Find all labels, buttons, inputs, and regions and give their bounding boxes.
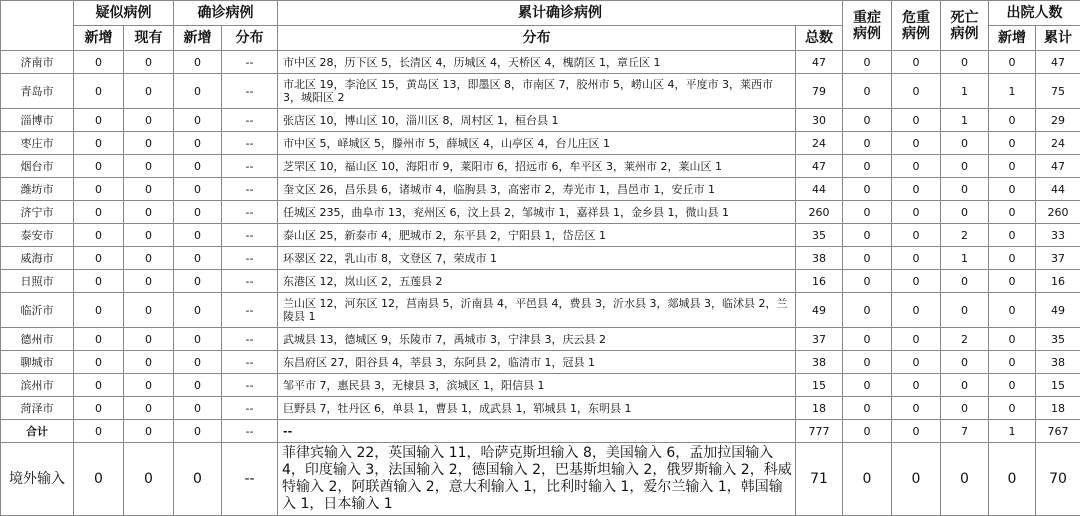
total-cell: 79 <box>796 74 843 109</box>
table-row <box>1 397 1080 420</box>
discharged-cum-cell: 75 <box>1036 74 1080 109</box>
distribution-cell: 东昌府区 27，阳谷县 4，莘县 3，东阿县 2，临清市 1，冠县 1 <box>278 351 796 374</box>
distribution-cell: 武城县 13，德城区 9，乐陵市 7，禹城市 3，宁津县 3，庆云县 2 <box>278 328 796 351</box>
confirmed-dist-cell: -- <box>222 270 278 293</box>
death-cell: 0 <box>941 293 989 328</box>
total-cell: 71 <box>796 443 843 516</box>
suspected-new-cell: 0 <box>74 328 124 351</box>
critical-cell: 0 <box>892 109 941 132</box>
suspected-new-cell: 0 <box>74 201 124 224</box>
total-cell: 35 <box>796 224 843 247</box>
discharged-cum-cell: 35 <box>1036 328 1080 351</box>
distribution-cell: 泰山区 25，新泰市 4，肥城市 2，东平县 2，宁阳县 1，岱岳区 1 <box>278 224 796 247</box>
discharged-new-cell: 0 <box>989 328 1036 351</box>
severe-cell: 0 <box>843 201 892 224</box>
severe-cell: 0 <box>843 109 892 132</box>
confirmed-dist-cell: -- <box>222 374 278 397</box>
death-cell: 0 <box>941 374 989 397</box>
discharged-new-cell: 0 <box>989 293 1036 328</box>
confirmed-new-cell: 0 <box>174 420 222 443</box>
discharged-cum-cell: 70 <box>1036 443 1080 516</box>
critical-cell: 0 <box>892 443 941 516</box>
critical-cell: 0 <box>892 178 941 201</box>
total-cell: 38 <box>796 351 843 374</box>
confirmed-new-cell: 0 <box>174 270 222 293</box>
death-cell: 0 <box>941 270 989 293</box>
header-cumulative: 累计确诊病例 <box>278 1 843 26</box>
city-cell: 合计 <box>1 420 74 443</box>
suspected-current-cell: 0 <box>124 132 174 155</box>
discharged-new-cell: 1 <box>989 420 1036 443</box>
confirmed-new-cell: 0 <box>174 74 222 109</box>
discharged-cum-cell: 15 <box>1036 374 1080 397</box>
death-cell: 0 <box>941 178 989 201</box>
total-cell: 777 <box>796 420 843 443</box>
confirmed-dist-cell: -- <box>222 420 278 443</box>
discharged-new-cell: 0 <box>989 224 1036 247</box>
header-corner <box>1 1 74 51</box>
city-cell: 德州市 <box>1 328 74 351</box>
discharged-new-cell: 0 <box>989 397 1036 420</box>
table-row <box>1 201 1080 224</box>
subheader-discharged-cum: 累计 <box>1036 26 1080 51</box>
suspected-new-cell: 0 <box>74 109 124 132</box>
confirmed-new-cell: 0 <box>174 443 222 516</box>
subheader-cumulative-total: 总数 <box>796 26 843 51</box>
severe-cell: 0 <box>843 178 892 201</box>
total-cell: 260 <box>796 201 843 224</box>
death-cell: 2 <box>941 328 989 351</box>
discharged-cum-cell: 16 <box>1036 270 1080 293</box>
total-cell: 47 <box>796 51 843 74</box>
death-cell: 0 <box>941 397 989 420</box>
confirmed-dist-cell: -- <box>222 293 278 328</box>
city-cell: 济宁市 <box>1 201 74 224</box>
death-cell: 0 <box>941 201 989 224</box>
confirmed-dist-cell: -- <box>222 74 278 109</box>
confirmed-dist-cell: -- <box>222 132 278 155</box>
total-cell: 49 <box>796 293 843 328</box>
total-cell: 18 <box>796 397 843 420</box>
city-cell: 济南市 <box>1 51 74 74</box>
discharged-cum-cell: 47 <box>1036 155 1080 178</box>
death-cell: 2 <box>941 224 989 247</box>
suspected-current-cell: 0 <box>124 443 174 516</box>
city-cell: 威海市 <box>1 247 74 270</box>
confirmed-new-cell: 0 <box>174 328 222 351</box>
table-row <box>1 224 1080 247</box>
severe-cell: 0 <box>843 328 892 351</box>
death-cell: 0 <box>941 443 989 516</box>
severe-cell: 0 <box>843 74 892 109</box>
confirmed-new-cell: 0 <box>174 293 222 328</box>
header-discharged: 出院人数 <box>989 1 1080 26</box>
table-row <box>1 328 1080 351</box>
discharged-new-cell: 0 <box>989 51 1036 74</box>
total-cell: 30 <box>796 109 843 132</box>
discharged-new-cell: 0 <box>989 374 1036 397</box>
confirmed-new-cell: 0 <box>174 109 222 132</box>
suspected-new-cell: 0 <box>74 293 124 328</box>
confirmed-dist-cell: -- <box>222 178 278 201</box>
table-row <box>1 178 1080 201</box>
severe-cell: 0 <box>843 443 892 516</box>
death-cell: 1 <box>941 247 989 270</box>
city-cell: 淄博市 <box>1 109 74 132</box>
confirmed-new-cell: 0 <box>174 247 222 270</box>
suspected-current-cell: 0 <box>124 328 174 351</box>
subheader-suspected-current: 现有 <box>124 26 174 51</box>
death-cell: 0 <box>941 155 989 178</box>
distribution-cell: 东港区 12，岚山区 2，五莲县 2 <box>278 270 796 293</box>
critical-cell: 0 <box>892 270 941 293</box>
suspected-current-cell: 0 <box>124 155 174 178</box>
critical-cell: 0 <box>892 51 941 74</box>
total-row <box>1 420 1080 443</box>
suspected-new-cell: 0 <box>74 132 124 155</box>
suspected-current-cell: 0 <box>124 420 174 443</box>
critical-cell: 0 <box>892 247 941 270</box>
distribution-cell: 市中区 28，历下区 5，长清区 4，历城区 4，天桥区 4，槐荫区 1，章丘区 1 <box>278 51 796 74</box>
discharged-cum-cell: 49 <box>1036 293 1080 328</box>
foreign-row <box>1 443 1080 516</box>
severe-cell: 0 <box>843 374 892 397</box>
total-cell: 44 <box>796 178 843 201</box>
suspected-new-cell: 0 <box>74 178 124 201</box>
subheader-confirmed-dist: 分布 <box>222 26 278 51</box>
suspected-new-cell: 0 <box>74 247 124 270</box>
distribution-cell: 巨野县 7，牡丹区 6，单县 1，曹县 1，成武县 1，郓城县 1，东明县 1 <box>278 397 796 420</box>
suspected-current-cell: 0 <box>124 374 174 397</box>
suspected-current-cell: 0 <box>124 201 174 224</box>
critical-cell: 0 <box>892 328 941 351</box>
confirmed-dist-cell: -- <box>222 351 278 374</box>
subheader-suspected-new: 新增 <box>74 26 124 51</box>
death-cell: 1 <box>941 109 989 132</box>
city-cell: 聊城市 <box>1 351 74 374</box>
critical-cell: 0 <box>892 351 941 374</box>
suspected-new-cell: 0 <box>74 420 124 443</box>
critical-cell: 0 <box>892 374 941 397</box>
distribution-cell: 菲律宾输入 22，英国输入 11，哈萨克斯坦输入 8，美国输入 6，孟加拉国输入 4，印度输入 3，法国输入 2，德国输入 2，巴基斯坦输入 2，俄罗斯输入 2，科威特输入 2，阿联酋输入 2，意大利输入 1，比利时输入 1，爱尔兰输入 1，韩国输入 1，日本输入 1 <box>278 443 796 516</box>
confirmed-dist-cell: -- <box>222 201 278 224</box>
confirmed-new-cell: 0 <box>174 51 222 74</box>
confirmed-new-cell: 0 <box>174 178 222 201</box>
distribution-cell: 市北区 19，李沧区 15，黄岛区 13，即墨区 8，市南区 7，胶州市 5，崂山区 4，平度市 3，莱西市 3，城阳区 2 <box>278 74 796 109</box>
city-cell: 枣庄市 <box>1 132 74 155</box>
table-row <box>1 155 1080 178</box>
distribution-cell: 兰山区 12，河东区 12，莒南县 5，沂南县 4，平邑县 4，费县 3，沂水县 3，郯城县 3，临沭县 2，兰陵县 1 <box>278 293 796 328</box>
discharged-new-cell: 0 <box>989 201 1036 224</box>
confirmed-dist-cell: -- <box>222 51 278 74</box>
severe-cell: 0 <box>843 155 892 178</box>
severe-cell: 0 <box>843 293 892 328</box>
table-row <box>1 351 1080 374</box>
table-row <box>1 51 1080 74</box>
total-cell: 37 <box>796 328 843 351</box>
severe-cell: 0 <box>843 420 892 443</box>
severe-cell: 0 <box>843 351 892 374</box>
death-cell: 7 <box>941 420 989 443</box>
header-death: 死亡 病例 <box>941 1 989 51</box>
header-critical: 危重 病例 <box>892 1 941 51</box>
critical-cell: 0 <box>892 74 941 109</box>
total-cell: 15 <box>796 374 843 397</box>
discharged-new-cell: 0 <box>989 351 1036 374</box>
death-cell: 0 <box>941 51 989 74</box>
distribution-cell: -- <box>278 420 796 443</box>
discharged-new-cell: 1 <box>989 74 1036 109</box>
discharged-new-cell: 0 <box>989 247 1036 270</box>
suspected-current-cell: 0 <box>124 247 174 270</box>
discharged-cum-cell: 37 <box>1036 247 1080 270</box>
table-row <box>1 247 1080 270</box>
table-row <box>1 109 1080 132</box>
confirmed-dist-cell: -- <box>222 443 278 516</box>
city-cell: 临沂市 <box>1 293 74 328</box>
distribution-cell: 邹平市 7，惠民县 3，无棣县 3，滨城区 1，阳信县 1 <box>278 374 796 397</box>
critical-cell: 0 <box>892 397 941 420</box>
total-cell: 38 <box>796 247 843 270</box>
suspected-current-cell: 0 <box>124 397 174 420</box>
confirmed-dist-cell: -- <box>222 328 278 351</box>
suspected-current-cell: 0 <box>124 224 174 247</box>
discharged-new-cell: 0 <box>989 109 1036 132</box>
subheader-confirmed-new: 新增 <box>174 26 222 51</box>
header-confirmed: 确诊病例 <box>174 1 278 26</box>
suspected-new-cell: 0 <box>74 397 124 420</box>
discharged-cum-cell: 47 <box>1036 51 1080 74</box>
confirmed-new-cell: 0 <box>174 155 222 178</box>
severe-cell: 0 <box>843 132 892 155</box>
severe-cell: 0 <box>843 224 892 247</box>
city-cell: 泰安市 <box>1 224 74 247</box>
critical-cell: 0 <box>892 132 941 155</box>
discharged-cum-cell: 767 <box>1036 420 1080 443</box>
suspected-current-cell: 0 <box>124 351 174 374</box>
severe-cell: 0 <box>843 51 892 74</box>
confirmed-new-cell: 0 <box>174 224 222 247</box>
city-cell: 潍坊市 <box>1 178 74 201</box>
table-row <box>1 132 1080 155</box>
severe-cell: 0 <box>843 247 892 270</box>
suspected-current-cell: 0 <box>124 178 174 201</box>
city-cell: 烟台市 <box>1 155 74 178</box>
discharged-cum-cell: 33 <box>1036 224 1080 247</box>
death-cell: 0 <box>941 132 989 155</box>
discharged-new-cell: 0 <box>989 155 1036 178</box>
city-cell: 日照市 <box>1 270 74 293</box>
discharged-new-cell: 0 <box>989 132 1036 155</box>
table-row <box>1 270 1080 293</box>
distribution-cell: 环翠区 22，乳山市 8，文登区 7，荣成市 1 <box>278 247 796 270</box>
discharged-cum-cell: 38 <box>1036 351 1080 374</box>
suspected-current-cell: 0 <box>124 293 174 328</box>
severe-cell: 0 <box>843 397 892 420</box>
confirmed-dist-cell: -- <box>222 155 278 178</box>
total-cell: 47 <box>796 155 843 178</box>
confirmed-dist-cell: -- <box>222 247 278 270</box>
severe-cell: 0 <box>843 270 892 293</box>
critical-cell: 0 <box>892 420 941 443</box>
header-severe: 重症 病例 <box>843 1 892 51</box>
header-suspected: 疑似病例 <box>74 1 174 26</box>
total-cell: 16 <box>796 270 843 293</box>
suspected-new-cell: 0 <box>74 224 124 247</box>
subheader-discharged-new: 新增 <box>989 26 1036 51</box>
critical-cell: 0 <box>892 224 941 247</box>
table-row <box>1 74 1080 109</box>
death-cell: 1 <box>941 74 989 109</box>
distribution-cell: 任城区 235，曲阜市 13，兖州区 6，汶上县 2，邹城市 1，嘉祥县 1，金乡县 1，微山县 1 <box>278 201 796 224</box>
city-cell: 青岛市 <box>1 74 74 109</box>
critical-cell: 0 <box>892 201 941 224</box>
city-cell: 菏泽市 <box>1 397 74 420</box>
death-cell: 0 <box>941 351 989 374</box>
suspected-current-cell: 0 <box>124 74 174 109</box>
suspected-new-cell: 0 <box>74 374 124 397</box>
suspected-new-cell: 0 <box>74 74 124 109</box>
suspected-current-cell: 0 <box>124 109 174 132</box>
confirmed-new-cell: 0 <box>174 397 222 420</box>
critical-cell: 0 <box>892 293 941 328</box>
subheader-cumulative-dist: 分布 <box>278 26 796 51</box>
discharged-new-cell: 0 <box>989 178 1036 201</box>
confirmed-new-cell: 0 <box>174 374 222 397</box>
distribution-cell: 市中区 5，峄城区 5，滕州市 5，薛城区 4，山亭区 4，台儿庄区 1 <box>278 132 796 155</box>
suspected-new-cell: 0 <box>74 51 124 74</box>
city-cell: 滨州市 <box>1 374 74 397</box>
table-row <box>1 374 1080 397</box>
distribution-cell: 张店区 10，博山区 10，淄川区 8，周村区 1，桓台县 1 <box>278 109 796 132</box>
critical-cell: 0 <box>892 155 941 178</box>
suspected-new-cell: 0 <box>74 155 124 178</box>
confirmed-new-cell: 0 <box>174 132 222 155</box>
total-cell: 24 <box>796 132 843 155</box>
discharged-cum-cell: 44 <box>1036 178 1080 201</box>
discharged-new-cell: 0 <box>989 443 1036 516</box>
confirmed-dist-cell: -- <box>222 109 278 132</box>
confirmed-dist-cell: -- <box>222 224 278 247</box>
confirmed-dist-cell: -- <box>222 397 278 420</box>
table-body <box>1 51 1080 516</box>
confirmed-new-cell: 0 <box>174 201 222 224</box>
distribution-cell: 奎文区 26，昌乐县 6，诸城市 4，临朐县 3，高密市 2，寿光市 1，昌邑市 1，安丘市 1 <box>278 178 796 201</box>
discharged-cum-cell: 260 <box>1036 201 1080 224</box>
discharged-new-cell: 0 <box>989 270 1036 293</box>
suspected-current-cell: 0 <box>124 270 174 293</box>
table-header <box>1 1 1080 51</box>
discharged-cum-cell: 24 <box>1036 132 1080 155</box>
suspected-new-cell: 0 <box>74 351 124 374</box>
confirmed-new-cell: 0 <box>174 351 222 374</box>
discharged-cum-cell: 29 <box>1036 109 1080 132</box>
suspected-new-cell: 0 <box>74 443 124 516</box>
distribution-cell: 芝罘区 10，福山区 10，海阳市 9，莱阳市 6，招远市 6，牟平区 3，莱州市 2，莱山区 1 <box>278 155 796 178</box>
city-cell: 境外输入 <box>1 443 74 516</box>
suspected-new-cell: 0 <box>74 270 124 293</box>
table-row <box>1 293 1080 328</box>
suspected-current-cell: 0 <box>124 51 174 74</box>
discharged-cum-cell: 18 <box>1036 397 1080 420</box>
